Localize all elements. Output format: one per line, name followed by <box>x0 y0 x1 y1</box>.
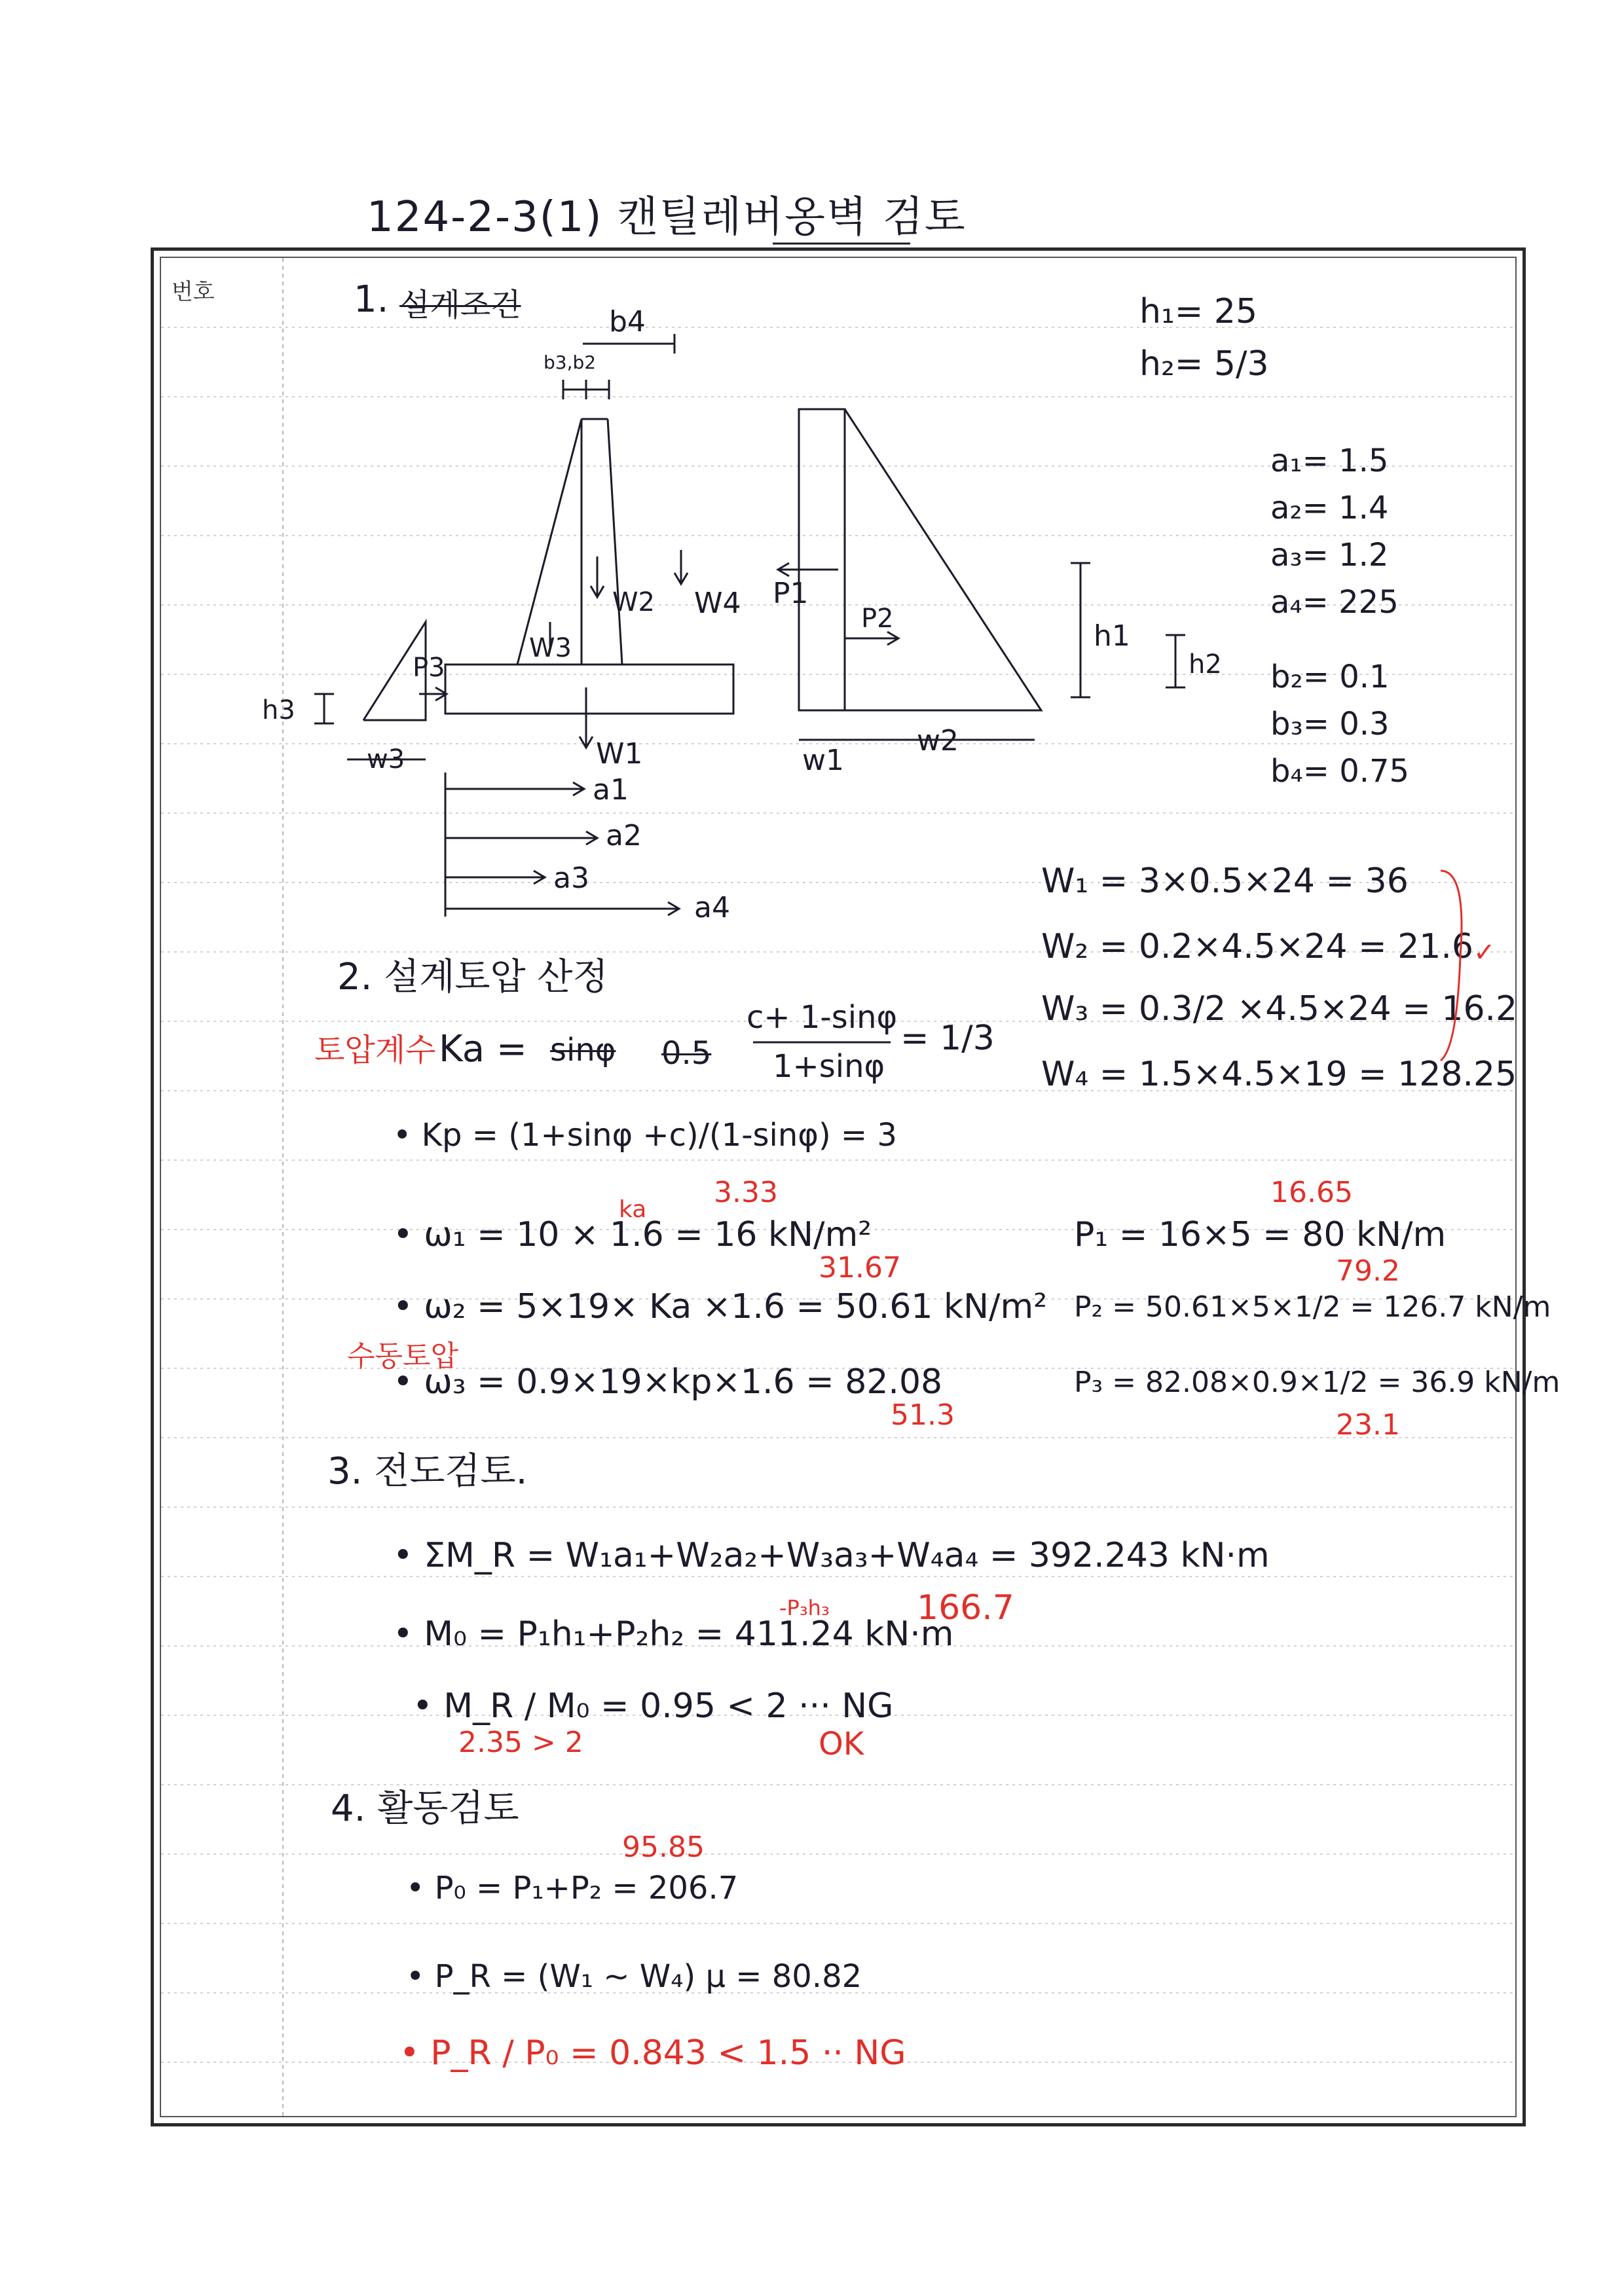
given-h1: h₁= 25 <box>1139 292 1258 331</box>
mo-red-value: 166.7 <box>917 1588 1014 1628</box>
given-h2: h₂= 5/3 <box>1139 344 1269 384</box>
section1-struck-title: 설계조건 <box>399 287 521 323</box>
ratio-red-value: 2.35 > 2 <box>458 1726 583 1759</box>
p1-force: P₁ = 16×5 = 80 kN/m <box>1074 1215 1447 1254</box>
p1-red-value: 16.65 <box>1270 1176 1353 1209</box>
w2-red-value: 31.67 <box>819 1251 901 1285</box>
given-a3: a₃= 1.2 <box>1270 537 1389 574</box>
label-w2: W2 <box>612 587 655 617</box>
weight-w4: W₄ = 1.5×4.5×19 = 128.25 <box>1041 1055 1517 1094</box>
given-b2: b₂= 0.1 <box>1270 659 1390 695</box>
p2-force: P₂ = 50.61×5×1/2 = 126.7 kN/m <box>1074 1290 1551 1324</box>
given-b4: b₄= 0.75 <box>1270 753 1410 790</box>
ratio-red-ok: OK <box>819 1726 864 1762</box>
w2-pressure: • ω₂ = 5×19× Ka ×1.6 = 50.61 kN/m² <box>393 1287 1048 1326</box>
section4-heading: 4. 활동검토 <box>331 1787 519 1830</box>
sliding-ratio: • P_R / P₀ = 0.843 < 1.5 ·· NG <box>399 2033 906 2073</box>
w1-pressure: • ω₁ = 10 × 1.6 = 16 kN/m² <box>393 1215 872 1254</box>
kp-formula: • Kp = (1+sinφ +c)/(1-sinφ) = 3 <box>393 1117 897 1154</box>
weight-w3: W₃ = 0.3/2 ×4.5×24 = 16.2 <box>1041 989 1518 1029</box>
label-b4: b4 <box>609 305 646 338</box>
ka-result: = 1/3 <box>900 1019 995 1058</box>
label-w1: W1 <box>596 737 643 771</box>
label-w4: W4 <box>694 587 741 620</box>
label-a4: a4 <box>694 891 730 924</box>
p3-force: P₃ = 82.08×0.9×1/2 = 36.9 kN/m <box>1074 1366 1560 1399</box>
label-h2: h2 <box>1189 649 1222 680</box>
po-red-value: 95.85 <box>622 1831 705 1864</box>
number-label: 번호 <box>172 279 215 305</box>
ka-struck-sin: sinφ <box>550 1032 616 1068</box>
label-p3: P3 <box>413 653 445 683</box>
section2-heading: 2. 설계토압 산정 <box>337 956 608 998</box>
section3-heading: 3. 전도검토. <box>327 1450 528 1493</box>
w1-red-value: 3.33 <box>714 1176 778 1209</box>
label-a2: a2 <box>606 819 642 852</box>
ka-label: Ka = <box>439 1028 527 1070</box>
ka-fraction-top: c+ 1-sinφ <box>747 999 898 1036</box>
label-a3: a3 <box>553 862 589 895</box>
label-a1: a1 <box>593 773 629 807</box>
weight-w1: W₁ = 3×0.5×24 = 36 <box>1041 862 1409 901</box>
sliding-force: • P₀ = P₁+P₂ = 206.7 <box>406 1870 739 1906</box>
label-pw1: w1 <box>802 744 844 777</box>
weights-check-mark: ✓ <box>1473 938 1496 968</box>
w1-red-ka: ka <box>619 1196 647 1223</box>
label-w3-dim: w3 <box>367 744 405 774</box>
ka-fraction-bottom: 1+sinφ <box>773 1048 885 1085</box>
given-a4: a₄= 225 <box>1270 584 1399 621</box>
p3-red-value: 23.1 <box>1336 1408 1400 1442</box>
section1-heading: 1. <box>354 278 389 321</box>
page-title: 124-2-3(1) 캔틸레버옹벽 검토 <box>367 193 967 242</box>
ka-struck-05: 0.5 <box>661 1035 712 1072</box>
weight-w2: W₂ = 0.2×4.5×24 = 21.6 <box>1041 927 1474 966</box>
moment-overturning: • M₀ = P₁h₁+P₂h₂ = 411.24 kN·m <box>393 1614 954 1654</box>
w3-pressure: • ω₃ = 0.9×19×kp×1.6 = 82.08 <box>393 1362 943 1402</box>
label-p1: P1 <box>773 577 809 610</box>
given-a1: a₁= 1.5 <box>1270 443 1389 479</box>
p2-red-value: 79.2 <box>1336 1254 1400 1288</box>
label-b3b2: b3,b2 <box>544 352 597 373</box>
red-note-w3: 수동토압 <box>347 1339 459 1373</box>
resisting-force: • P_R = (W₁ ~ W₄) μ = 80.82 <box>406 1958 862 1995</box>
label-w3: W3 <box>529 633 572 663</box>
label-h1: h1 <box>1094 619 1130 653</box>
overturning-ratio: • M_R / M₀ = 0.95 < 2 ··· NG <box>413 1686 894 1726</box>
label-pw2: w2 <box>917 724 959 757</box>
red-note-ka: 토압계수 <box>314 1032 436 1068</box>
w3-red-value: 51.3 <box>891 1398 955 1432</box>
mo-red-p3h3: -P₃h₃ <box>779 1595 830 1620</box>
label-p2: P2 <box>861 604 894 634</box>
label-h3: h3 <box>262 695 295 725</box>
given-a2: a₂= 1.4 <box>1270 490 1389 526</box>
given-b3: b₃= 0.3 <box>1270 706 1390 742</box>
moment-resisting: • ΣM_R = W₁a₁+W₂a₂+W₃a₃+W₄a₄ = 392.243 kN·m <box>393 1536 1270 1575</box>
